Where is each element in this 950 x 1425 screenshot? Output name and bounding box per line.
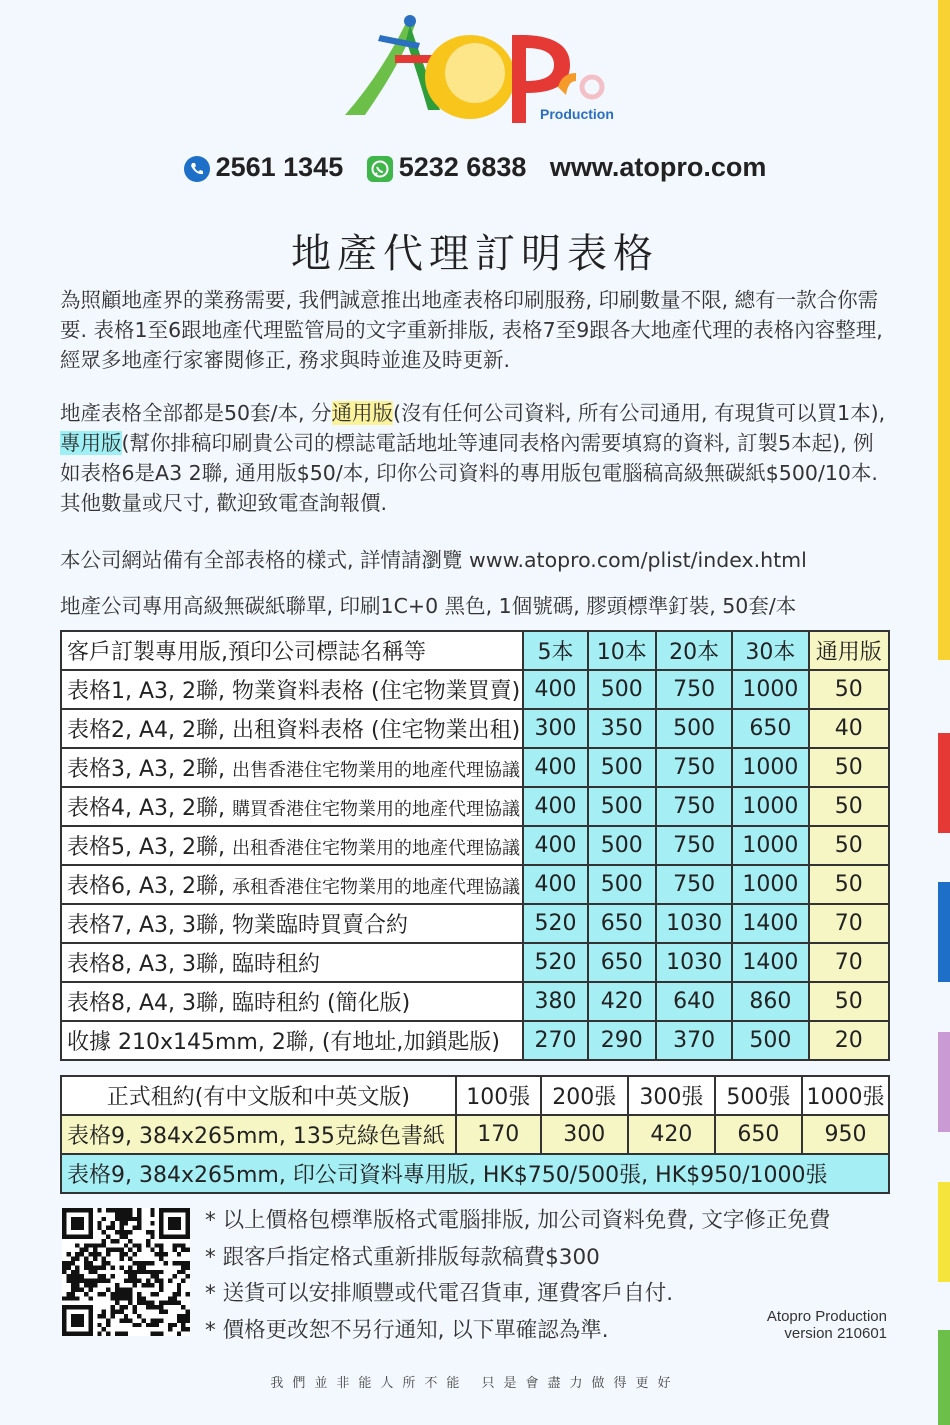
table1-row xyxy=(61,748,889,787)
table1-price-cell: 750 xyxy=(656,748,732,787)
table1-row xyxy=(61,982,889,1021)
table1-form-prefix: 表格4, A3, 2聯, xyxy=(67,796,233,821)
table1-form-prefix: 表格5, A3, 2聯, xyxy=(67,835,233,860)
table1-price-cell: 50 xyxy=(809,748,889,787)
table1-price-cell: 1000 xyxy=(732,748,808,787)
table1-price-cell: 300 xyxy=(523,709,587,748)
table1-price-cell: 520 xyxy=(523,943,587,982)
table1-price-cell: 400 xyxy=(523,865,587,904)
phone-number: 2561 1345 xyxy=(215,152,344,182)
table1-price-cell: 1400 xyxy=(732,943,808,982)
note-item: * 價格更改恕不另行通知, 以下單確認為準. xyxy=(205,1317,609,1343)
contact-bar xyxy=(0,152,950,183)
table1-form-title: 出租香港住宅物業用的地產代理協議 xyxy=(232,838,521,859)
whatsapp-group[interactable] xyxy=(367,152,534,182)
phone-group[interactable] xyxy=(184,152,351,182)
table1-price-cell: 20 xyxy=(809,1021,889,1060)
table2-header-500: 500張 xyxy=(715,1076,802,1115)
table2-cell: 420 xyxy=(628,1115,715,1154)
table1-price-cell: 50 xyxy=(809,826,889,865)
table1-price-cell: 420 xyxy=(588,982,656,1021)
table1-price-cell: 640 xyxy=(656,982,732,1021)
table2-cell: 170 xyxy=(456,1115,541,1154)
table1-price-cell: 290 xyxy=(588,1021,656,1060)
table1-form-name xyxy=(61,748,523,787)
website-link[interactable]: www.atopro.com xyxy=(549,152,767,182)
table1-header-name: 客戶訂製專用版,預印公司標誌名稱等 xyxy=(61,631,523,670)
page-title: 地產代理訂明表格 xyxy=(291,231,659,277)
table1-header-generic: 通用版 xyxy=(809,631,889,670)
table1-price-cell: 50 xyxy=(809,865,889,904)
table1-form-title: 臨時租約 (簡化版) xyxy=(232,991,411,1016)
table1-price-cell: 1400 xyxy=(732,904,808,943)
table1-row xyxy=(61,787,889,826)
motto: 我們並非能人所不能 只是會盡力做得更好 xyxy=(270,1376,680,1391)
generic-highlight: 通用版 xyxy=(331,401,394,425)
table1-row xyxy=(61,865,889,904)
version-block xyxy=(767,1308,887,1342)
table1-price-cell: 750 xyxy=(656,670,732,709)
table1-form-prefix: 表格3, A3, 2聯, xyxy=(67,757,233,782)
table1-price-cell: 500 xyxy=(588,787,656,826)
table2-cell: 950 xyxy=(802,1115,889,1154)
table1-price-cell: 500 xyxy=(588,865,656,904)
table1-form-name xyxy=(61,787,523,826)
pricing-paragraph xyxy=(60,398,890,518)
table2-header-200: 200張 xyxy=(541,1076,628,1115)
table1-price-cell: 1030 xyxy=(656,943,732,982)
table1-form-title: 出租資料表格 (住宅物業出租) xyxy=(232,718,521,743)
table2-header-100: 100張 xyxy=(456,1076,541,1115)
custom-form-price-table xyxy=(60,630,890,1061)
table2-cell: 650 xyxy=(715,1115,802,1154)
table1-row xyxy=(61,943,889,982)
website-line: 本公司網站備有全部表格的樣式, 詳情請瀏覽 www.atopro.com/plist/index.html xyxy=(60,548,807,572)
table2-generic-label: 表格9, 384x265mm, 135克綠色書紙 xyxy=(61,1115,456,1154)
strip-purple xyxy=(938,1032,950,1132)
table1-price-cell: 500 xyxy=(588,826,656,865)
strip-red xyxy=(938,733,950,833)
table1-price-cell: 500 xyxy=(656,709,732,748)
table1-price-cell: 750 xyxy=(656,826,732,865)
table1-price-cell: 500 xyxy=(732,1021,808,1060)
table1-form-title: 出售香港住宅物業用的地產代理協議 xyxy=(232,760,521,781)
note-item: * 跟客戶指定格式重新排版每款稿費$300 xyxy=(205,1244,600,1270)
table1-header-30: 30本 xyxy=(732,631,808,670)
table1-price-cell: 400 xyxy=(523,826,587,865)
table1-form-name xyxy=(61,865,523,904)
table1-price-cell: 1000 xyxy=(732,787,808,826)
table1-price-cell: 860 xyxy=(732,982,808,1021)
table1-price-cell: 50 xyxy=(809,787,889,826)
spec-line: 地產公司專用高級無碳紙聯單, 印刷1C+0 黑色, 1個號碼, 膠頭標準釘裝, 50套/本 xyxy=(60,594,797,618)
note-item: * 以上價格包標準版格式電腦排版, 加公司資料免費, 文字修正免費 xyxy=(205,1208,831,1233)
strip-blue xyxy=(938,882,950,982)
table1-row xyxy=(61,709,889,748)
table1-form-prefix: 表格6, A3, 2聯, xyxy=(67,874,233,899)
table1-form-title: 承租香港住宅物業用的地產代理協議 xyxy=(232,877,521,898)
table1-form-prefix: 表格8, A4, 3聯, xyxy=(67,991,233,1016)
qr-code[interactable] xyxy=(62,1208,190,1336)
whatsapp-number: 5232 6838 xyxy=(398,152,527,182)
table1-form-name xyxy=(61,709,523,748)
table1-price-cell: 400 xyxy=(523,748,587,787)
table1-header-20: 20本 xyxy=(656,631,732,670)
custom-highlight: 專用版 xyxy=(60,431,122,455)
logo-subtitle: Production xyxy=(540,106,614,122)
table1-header-5: 5本 xyxy=(523,631,587,670)
table1-price-cell: 40 xyxy=(809,709,889,748)
table2-header xyxy=(61,1076,889,1115)
company-name: Atopro Production xyxy=(766,1308,887,1325)
table1-form-prefix: 表格2, A4, 2聯, xyxy=(67,718,233,743)
table2-row-generic xyxy=(61,1115,889,1154)
intro-paragraph: 為照顧地產界的業務需要, 我們誠意推出地產表格印刷服務, 印刷數量不限, 總有一款合你需要. 表格1至6跟地產代理監管局的文字重新排版, 表格7至9跟各大地產代理的表格內容整理, 經眾多地產行家審閱修正, 務求與時並進及時更新. xyxy=(60,288,883,372)
note-item: * 送貨可以安排順豐或代電召貨車, 運費客戶自付. xyxy=(205,1281,674,1306)
table1-row xyxy=(61,904,889,943)
table1-price-cell: 520 xyxy=(523,904,587,943)
table1-form-title: (有地址,加鎖匙版) xyxy=(321,1030,500,1055)
table1-row xyxy=(61,670,889,709)
strip-yellow xyxy=(938,0,950,660)
table1-header xyxy=(61,631,889,670)
table1-price-cell: 650 xyxy=(732,709,808,748)
table1-form-title: 購買香港住宅物業用的地產代理協議 xyxy=(232,799,521,820)
table1-price-cell: 750 xyxy=(656,787,732,826)
table1-form-prefix: 表格8, A3, 3聯, xyxy=(67,952,233,977)
table1-price-cell: 1000 xyxy=(732,826,808,865)
table2-row-custom xyxy=(61,1154,889,1193)
table1-form-name xyxy=(61,1021,523,1060)
table1-form-name xyxy=(61,943,523,982)
table2-cell: 300 xyxy=(541,1115,628,1154)
table1-price-cell: 380 xyxy=(523,982,587,1021)
table1-price-cell: 750 xyxy=(656,865,732,904)
table1-form-title: 臨時租約 xyxy=(232,952,321,977)
table1-price-cell: 500 xyxy=(588,670,656,709)
table1-price-cell: 400 xyxy=(523,670,587,709)
table1-price-cell: 50 xyxy=(809,982,889,1021)
pricing-text-3: (幫你排稿印刷貴公司的標誌電話地址等連同表格內需要填寫的資料, 訂製5本起), 例如表格6是A3 2聯, 通用版$50/本, 印你公司資料的專用版包電腦稿高級無碳紙$500/10本. 其他數量或尺寸, 歡迎致電查詢報價. xyxy=(60,431,878,515)
table1-form-prefix: 表格7, A3, 3聯, xyxy=(67,913,233,938)
table1-form-name xyxy=(61,670,523,709)
table1-form-name xyxy=(61,982,523,1021)
table1-form-title: 物業資料表格 (住宅物業買賣) xyxy=(232,679,521,704)
table1-form-prefix: 收據 210x145mm, 2聯, xyxy=(67,1030,322,1055)
table1-price-cell: 70 xyxy=(809,904,889,943)
whatsapp-icon xyxy=(367,156,393,182)
pricing-text-1: 地產表格全部都是50套/本, 分 xyxy=(60,401,332,425)
strip-lightyellow xyxy=(938,1182,950,1282)
table1-price-cell: 1000 xyxy=(732,865,808,904)
table1-price-cell: 650 xyxy=(588,943,656,982)
table1-price-cell: 650 xyxy=(588,904,656,943)
table1-price-cell: 370 xyxy=(656,1021,732,1060)
table2-header-name: 正式租約(有中文版和中英文版) xyxy=(61,1076,456,1115)
version-number: version 210601 xyxy=(784,1325,887,1342)
table1-price-cell: 400 xyxy=(523,787,587,826)
table2-header-300: 300張 xyxy=(628,1076,715,1115)
table1-row xyxy=(61,826,889,865)
table1-form-name xyxy=(61,826,523,865)
table2-custom-label: 表格9, 384x265mm, 印公司資料專用版, HK$750/500張, HK$950/1000張 xyxy=(61,1154,889,1193)
table1-price-cell: 270 xyxy=(523,1021,587,1060)
pricing-text-2: (沒有任何公司資料, 所有公司通用, 有現貨可以買1本), xyxy=(393,401,886,425)
table1-form-name xyxy=(61,904,523,943)
table1-header-10: 10本 xyxy=(588,631,656,670)
table1-price-cell: 500 xyxy=(588,748,656,787)
table1-price-cell: 1030 xyxy=(656,904,732,943)
table2-header-1000: 1000張 xyxy=(802,1076,889,1115)
table1-price-cell: 50 xyxy=(809,670,889,709)
notes-list xyxy=(205,1203,830,1349)
phone-icon xyxy=(184,156,210,182)
table1-row xyxy=(61,1021,889,1060)
table1-price-cell: 70 xyxy=(809,943,889,982)
lease-price-table xyxy=(60,1075,890,1194)
table1-price-cell: 1000 xyxy=(732,670,808,709)
table1-form-prefix: 表格1, A3, 2聯, xyxy=(67,679,233,704)
table1-form-title: 物業臨時買賣合約 xyxy=(232,913,409,938)
table1-price-cell: 350 xyxy=(588,709,656,748)
